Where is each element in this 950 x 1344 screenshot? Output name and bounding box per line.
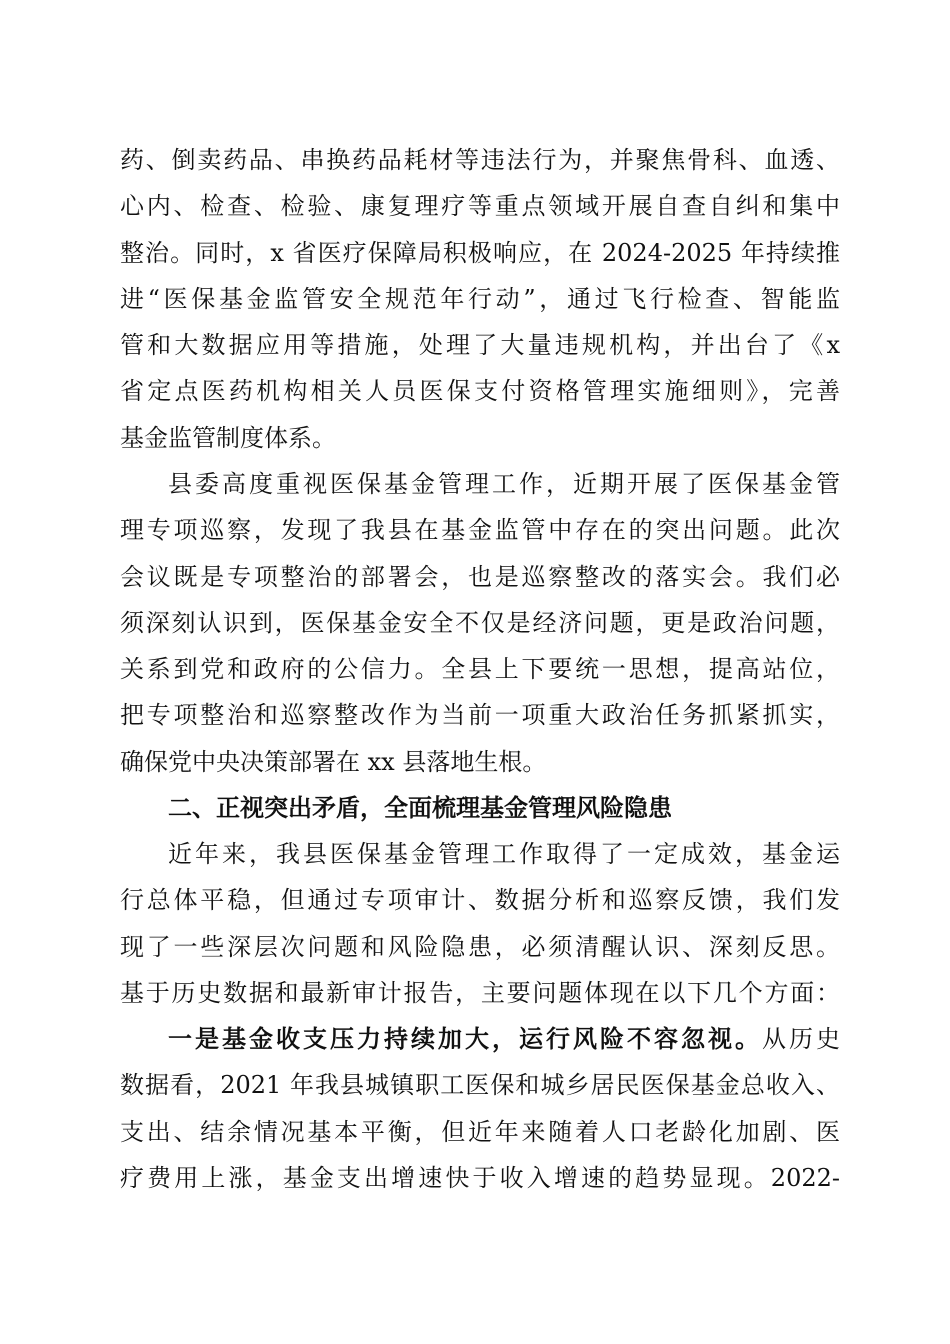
paragraph-point-one: [120, 1016, 840, 1201]
paragraph-county-committee: [120, 461, 840, 785]
text-line: 药、倒卖药品、串换药品耗材等违法行为，并聚焦骨科、血透、: [120, 146, 840, 174]
text-line-lead: [120, 1016, 840, 1062]
text-line: 基于历史数据和最新审计报告，主要问题体现在以下几个方面：: [120, 978, 840, 1007]
lead-bold-text: 一是基金收支压力持续加大，运行风险不容忽视。: [168, 1024, 762, 1053]
text-line: 心内、检查、检验、康复理疗等重点领域开展自查自纠和集中: [120, 192, 840, 221]
section-heading-text: 二、正视突出矛盾，全面梳理基金管理风险隐患: [168, 794, 672, 822]
text-line: 会议既是专项整治的部署会，也是巡察整改的落实会。我们必: [120, 562, 840, 591]
text-line: 须深刻认识到，医保基金安全不仅是经济问题，更是政治问题，: [120, 608, 840, 637]
text-line: 管和大数据应用等措施，处理了大量违规机构，并出台了《x: [120, 331, 840, 360]
text-line: 支出、结余情况基本平衡，但近年来随着人口老龄化加剧、医: [120, 1117, 840, 1146]
lead-rest-text: 从历史: [762, 1025, 840, 1053]
section-heading: [120, 785, 840, 831]
text-line: 把专项整治和巡察整改作为当前一项重大政治任务抓紧抓实，: [120, 701, 840, 730]
text-line: 整治。同时，x 省医疗保障局积极响应，在 2024-2025 年持续推: [120, 238, 840, 267]
text-line: 关系到党和政府的公信力。全县上下要统一思想，提高站位，: [120, 655, 840, 684]
text-line: 县委高度重视医保基金管理工作，近期开展了医保基金管: [168, 470, 840, 498]
text-line: 省定点医药机构相关人员医保支付资格管理实施细则》，完善: [120, 377, 840, 406]
text-line: 现了一些深层次问题和风险隐患，必须清醒认识、深刻反思。: [120, 932, 840, 961]
text-line: 基金监管制度体系。: [120, 423, 336, 452]
text-line: 进“医保基金监管安全规范年行动”，通过飞行检查、智能监: [120, 284, 840, 313]
text-line: 疗费用上涨，基金支出增速快于收入增速的趋势显现。2022-: [120, 1163, 840, 1192]
paragraph-continuation: [120, 137, 840, 461]
text-line: 行总体平稳，但通过专项审计、数据分析和巡察反馈，我们发: [120, 886, 840, 915]
text-line: 理专项巡察，发现了我县在基金监管中存在的突出问题。此次: [120, 516, 840, 545]
paragraph-recent-years: [120, 831, 840, 1016]
text-line: 近年来，我县医保基金管理工作取得了一定成效，基金运: [168, 840, 840, 868]
text-line: 确保党中央决策部署在 xx 县落地生根。: [120, 747, 547, 776]
text-line: 数据看，2021 年我县城镇职工医保和城乡居民医保基金总收入、: [120, 1071, 840, 1100]
